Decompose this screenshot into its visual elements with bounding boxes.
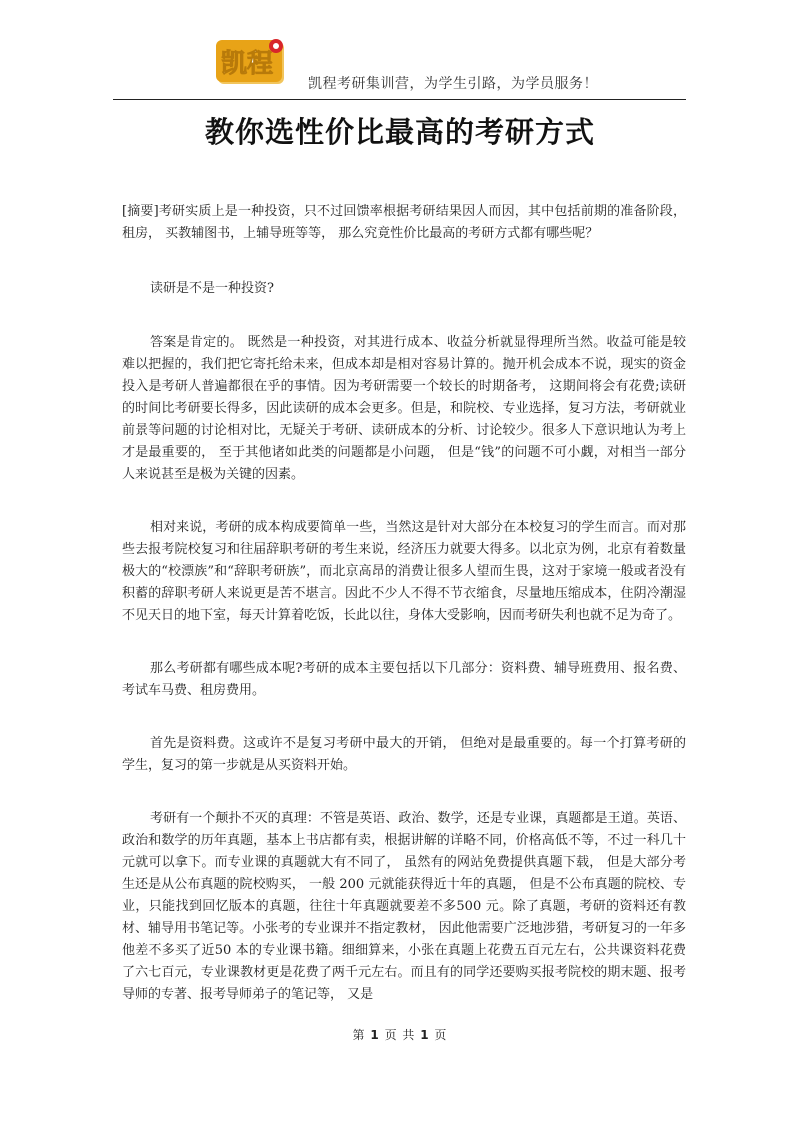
article-body — [122, 201, 686, 1037]
page-footer — [0, 1026, 800, 1043]
body-paragraph: 考研有一个颠扑不灭的真理：不管是英语、政治、数学，还是专业课，真题都是王道。英语、政治和数学的历年真题，基本上书店都有卖，根据讲解的详略不同，价格高低不等，不过一科几十元就可以拿下。而专业课的真题就大有不同了， 虽然有的网站免费提供真题下载， 但是大部分考生还是从公布真题的院校购买， 一般 200 元就能获得近十年的真题， 但是不公布真题的院校、专业，只能找到回忆版本的真题，往往十年真题就要差不多500 元。除了真题，考研的资料还有教材、辅导用书笔记等。小张考的专业课并不指定教材， 因此他需要广泛地涉猎，考研复习的一年多他差不多买了近50 本的专业课书籍。细细算来，小张在真题上花费五百元左右，公共课资料花费了六七百元，专业课教材更是花费了两千元左右。而且有的同学还要购买报考院校的期末题、报考导师的专著、报考导师弟子的笔记等， 又是 — [122, 811, 686, 1002]
footer-page-number: 1 — [370, 1028, 380, 1042]
body-paragraph: 那么考研都有哪些成本呢?考研的成本主要包括以下几部分：资料费、辅导班费用、报名费、考试车马费、租房费用。 — [122, 661, 686, 698]
header-divider — [113, 99, 686, 100]
footer-suffix: 页 — [434, 1028, 448, 1042]
footer-total-pages: 1 — [420, 1028, 430, 1042]
page-header — [0, 0, 800, 100]
article-title: 教你选性价比最高的考研方式 — [204, 115, 595, 149]
body-paragraph: 答案是肯定的。 既然是一种投资，对其进行成本、收益分析就显得理所当然。收益可能是较难以把握的，我们把它寄托给未来，但成本却是相对容易计算的。抛开机会成本不说，现实的资金投入是考研人普遍都很在乎的事情。因为考研需要一个较长的时期备考， 这期间将会有花费;读研的时间比考研要长得多，因此读研的成本会更多。但是，和院校、专业选择，复习方法，考研就业前景等问题的讨论相对比，无疑关于考研、读研成本的分析、讨论较少。很多人下意识地认为考上才是最重要的， 至于其他诸如此类的问题都是小问题， 但是“钱”的问题不可小觑，对相当一部分人来说甚至是极为关键的因素。 — [122, 335, 686, 482]
body-paragraph: 首先是资料费。这或许不是复习考研中最大的开销， 但绝对是最重要的。每一个打算考研的学生，复习的第一步就是从买资料开始。 — [122, 736, 686, 773]
footer-prefix: 第 — [352, 1028, 366, 1042]
svg-text:凯程: 凯程 — [221, 49, 274, 79]
header-slogan: 凯程考研集训营，为学生引路，为学员服务！ — [308, 76, 598, 92]
question-paragraph: 读研是不是一种投资? — [150, 281, 274, 296]
kaicheng-logo — [216, 36, 288, 88]
body-paragraph: 相对来说，考研的成本构成要简单一些，当然这是针对大部分在本校复习的学生而言。而对那些去报考院校复习和往届辞职考研的考生来说，经济压力就要大得多。以北京为例，北京有着数量极大的“校漂族”和“辞职考研族”，而北京高昂的消费让很多人望而生畏，这对于家境一般或者没有积蓄的辞职考研人来说更是苦不堪言。因此不少人不得不节衣缩食，尽量地压缩成本，住阴冷潮湿不见天日的地下室，每天计算着吃饭，长此以往，身体大受影响，因而考研失利也就不足为奇了。 — [122, 520, 686, 623]
footer-middle: 页 共 — [384, 1028, 416, 1042]
abstract-paragraph: [摘要]考研实质上是一种投资，只不过回馈率根据考研结果因人而因，其中包括前期的准备阶段，租房， 买教辅图书，上辅导班等等， 那么究竟性价比最高的考研方式都有哪些呢？ — [122, 204, 686, 241]
